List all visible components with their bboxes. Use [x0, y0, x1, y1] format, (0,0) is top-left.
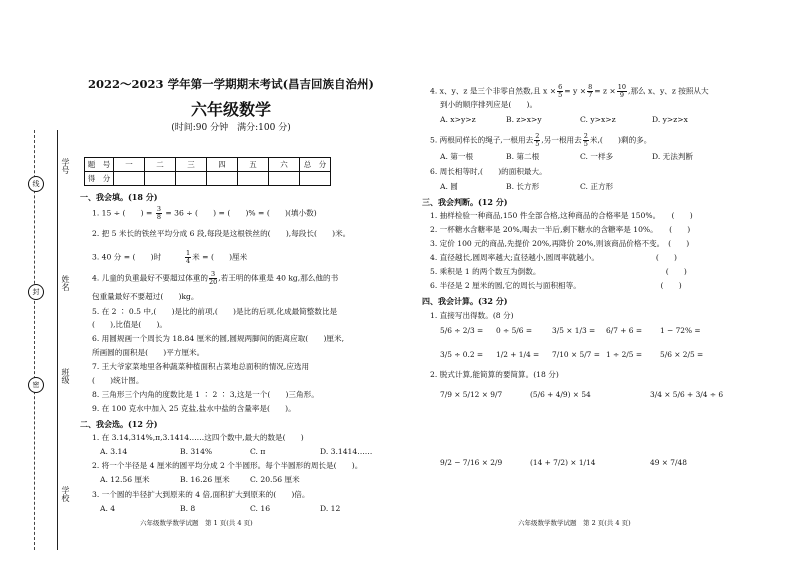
- judge-item: 1. 抽样检验一种商品,150 件全部合格,这种商品的合格率是 150%。 ( ): [430, 211, 693, 220]
- score-header-cell: 总 分: [300, 158, 331, 172]
- judge-item: 2. 一杯糖水含糖率是 20%,喝去一半后,剩下糖水的含糖率是 10%。 ( ): [430, 225, 691, 234]
- question-1-9: 9. 在 100 克水中加入 25 克盐,盐水中盐的含量率是( )。: [92, 404, 296, 413]
- calc-item: (14 + 7/2) × 1/14: [530, 458, 596, 467]
- option-2-4-c[interactable]: C. y>x>z: [580, 115, 616, 124]
- binding-dashed-line: [34, 130, 35, 550]
- question-2-4-cont: 到小的顺序排列应是( )。: [440, 100, 538, 109]
- question-1-8: 8. 三角形三个内角的度数比是 1 ∶ 2 ∶ 3,这是一个( )三角形。: [92, 390, 319, 399]
- option-2-6-c[interactable]: C. 正方形: [580, 182, 614, 191]
- option-2-3-a[interactable]: A. 4: [100, 504, 116, 513]
- label-school: 学校: [61, 486, 70, 502]
- score-header-cell: 题 号: [85, 158, 114, 172]
- option-2-5-d[interactable]: D. 无法判断: [652, 152, 694, 161]
- score-header-cell: 二: [145, 158, 176, 172]
- question-2-6: 6. 周长相等时,( )的面积最大。: [430, 167, 547, 176]
- calc-item: 0 ÷ 5/6 =: [496, 326, 533, 335]
- option-2-5-a[interactable]: A. 第一根: [440, 152, 474, 161]
- calc-item: 49 × 7/48: [650, 458, 687, 467]
- section3-title: 三、我会判断。(12 分): [422, 197, 508, 207]
- question-1-6: 6. 用圆规画一个周长为 18.84 厘米的圆,圆规两脚间的距离应取( )厘米,: [92, 334, 345, 343]
- score-value-row: [85, 172, 331, 186]
- calc-item: 1/2 + 1/4 =: [496, 350, 540, 359]
- option-2-4-d[interactable]: D. y>z>x: [652, 115, 688, 124]
- score-header-cell: 五: [238, 158, 269, 172]
- calc-item: 3/4 × 5/6 + 3/4 ÷ 6: [650, 390, 724, 399]
- score-input-cell[interactable]: [238, 172, 269, 186]
- option-2-2-a[interactable]: A. 12.56 厘米: [100, 475, 150, 484]
- option-2-1-c[interactable]: C. π: [250, 447, 266, 456]
- option-2-3-b[interactable]: B. 8: [180, 504, 196, 513]
- question-1-4: 4. 儿童的负重最好不要超过体重的 $\frac{3}{20}$ ,若王明的体重是 40 kg,那么他的书: [92, 270, 339, 286]
- option-2-4-a[interactable]: A. x>y>z: [440, 115, 476, 124]
- footer-right: 六年级数学数学试题 第 2 页(共 4 页): [518, 519, 631, 527]
- section1-title: 一、我会填。(18 分): [80, 192, 158, 202]
- calc-item: 6/7 + 6 =: [606, 326, 643, 335]
- score-header-cell: 一: [114, 158, 145, 172]
- option-2-4-b[interactable]: B. z>x>y: [506, 115, 542, 124]
- option-2-6-a[interactable]: A. 圆: [440, 182, 458, 191]
- question-1-7: 7. 王大爷家菜地里各种蔬菜种植面积占菜地总面积的情况,应选用: [92, 362, 310, 371]
- footer-left: 六年级数学数学试题 第 1 页(共 4 页): [140, 519, 253, 527]
- score-input-cell[interactable]: [207, 172, 238, 186]
- option-2-5-b[interactable]: B. 第二根: [506, 152, 540, 161]
- calc-item: 5/6 × 2/5 =: [660, 350, 704, 359]
- option-2-1-a[interactable]: A. 3.14: [100, 447, 128, 456]
- section4-sub1: 1. 直接写出得数。(8 分): [430, 311, 514, 320]
- option-2-3-d[interactable]: D. 12: [320, 504, 341, 513]
- question-2-2: 2. 将一个半径是 4 厘米的圆平均分成 2 个半圆形。每个半圆形的周长是( )。: [92, 461, 363, 470]
- question-2-4: 4. x、y、z 是三个非零自然数,且 x × $\frac{6}{5}$ = y × $\frac{8}{7}$ = z × $\frac{10}{9}$ ,那么 x、y、z 按照从大: [430, 83, 709, 99]
- exam-title: 2022～2023 学年第一学期期末考试(昌吉回族自治州): [88, 77, 374, 91]
- score-header-cell: 四: [207, 158, 238, 172]
- question-1-5: 5. 在 2 ∶ 0.5 中,( )是比的前项,( )是比的后项,化成最简整数比是: [92, 307, 338, 316]
- score-header-cell: 三: [176, 158, 207, 172]
- calc-item: 7/9 × 5/12 × 9/7: [440, 390, 503, 399]
- label-class: 班级: [61, 368, 70, 384]
- section2-title: 二、我会选。(12 分): [80, 419, 158, 429]
- calc-item: 3/5 ÷ 0.2 =: [440, 350, 484, 359]
- question-1-6-cont: 所画圆的面积是( )平方厘米。: [92, 348, 205, 357]
- option-2-2-b[interactable]: B. 16.26 厘米: [180, 475, 230, 484]
- option-2-1-b[interactable]: B. 314%: [180, 447, 213, 456]
- seal-mark-feng: 封: [28, 284, 44, 300]
- seal-mark-xian: 线: [28, 176, 44, 192]
- calc-item: 1 ÷ 2/5 =: [606, 350, 643, 359]
- judge-item: 5. 乘积是 1 的两个数互为倒数。 ( ): [430, 267, 687, 276]
- score-row-label: 得 分: [85, 172, 114, 186]
- option-2-5-c[interactable]: C. 一样多: [580, 152, 614, 161]
- question-1-3: 3. 40 分 = ( )时 $\frac{1}{4}$ 米 = ( )厘米: [92, 249, 248, 265]
- question-1-7-cont: ( )统计图。: [92, 376, 144, 385]
- question-2-1: 1. 在 3.14,314%,π,3.1414……这四个数中,最大的数是( ): [92, 433, 304, 442]
- label-name: 姓名: [61, 275, 70, 291]
- question-1-2: 2. 把 5 米长的铁丝平均分成 6 段,每段是这根铁丝的( ),每段长( )米。: [92, 229, 351, 238]
- option-2-1-d[interactable]: D. 3.1414……: [320, 447, 373, 456]
- judge-item: 3. 定价 100 元的商品,先提价 20%,再降价 20%,则该商品价格不变。 ( ): [430, 239, 690, 248]
- score-input-cell[interactable]: [269, 172, 300, 186]
- question-1-4-cont: 包重量最好不要超过( )kg。: [92, 292, 199, 301]
- calc-item: 9/2 − 7/16 × 2/9: [440, 458, 503, 467]
- judge-item: 4. 直径越长,圆周率越大;直径越小,圆周率就越小。 ( ): [430, 253, 677, 262]
- option-2-6-b[interactable]: B. 长方形: [506, 182, 540, 191]
- question-1-1: 1. 15 ÷ ( ) = $\frac{3}{8}$ = 36 ÷ ( ) = ( )% = ( )(填小数): [92, 205, 317, 221]
- question-1-5-cont: ( ),比值是( )。: [92, 320, 168, 329]
- score-input-cell[interactable]: [145, 172, 176, 186]
- question-2-3: 3. 一个圆的半径扩大到原来的 4 倍,面积扩大到原来的( )倍。: [92, 490, 310, 499]
- subject-title: 六年级数学: [190, 100, 271, 119]
- calc-item: 1 − 72% =: [660, 326, 701, 335]
- calc-item: 3/5 × 1/3 =: [552, 326, 596, 335]
- option-2-3-c[interactable]: C. 16: [250, 504, 271, 513]
- judge-item: 6. 半径是 2 厘米的圆,它的周长与面积相等。 ( ): [430, 281, 682, 290]
- option-2-2-c[interactable]: C. 20.56 厘米: [250, 475, 300, 484]
- score-input-cell[interactable]: [176, 172, 207, 186]
- score-header-cell: 六: [269, 158, 300, 172]
- score-header-row: [85, 158, 331, 172]
- question-2-5: 5. 两根同样长的绳子,一根用去 $\frac{2}{5}$ ,另一根用去 $\frac{2}{5}$ 米,( )剩的多。: [430, 132, 652, 148]
- calc-item: 5/6 ÷ 2/3 =: [440, 326, 484, 335]
- seal-mark-mi: 密: [28, 377, 44, 393]
- binding-solid-line: [57, 130, 58, 550]
- score-input-cell[interactable]: [114, 172, 145, 186]
- time-score: (时间:90 分钟 满分:100 分): [171, 123, 291, 133]
- score-table: [84, 157, 331, 186]
- section4-title: 四、我会计算。(32 分): [422, 296, 508, 306]
- section4-sub2: 2. 脱式计算,能简算的要简算。(18 分): [430, 370, 559, 379]
- calc-item: (5/6 + 4/9) × 54: [530, 390, 591, 399]
- score-input-cell[interactable]: [300, 172, 331, 186]
- calc-item: 7/10 × 5/7 =: [552, 350, 600, 359]
- label-student-id: 学号: [61, 158, 70, 174]
